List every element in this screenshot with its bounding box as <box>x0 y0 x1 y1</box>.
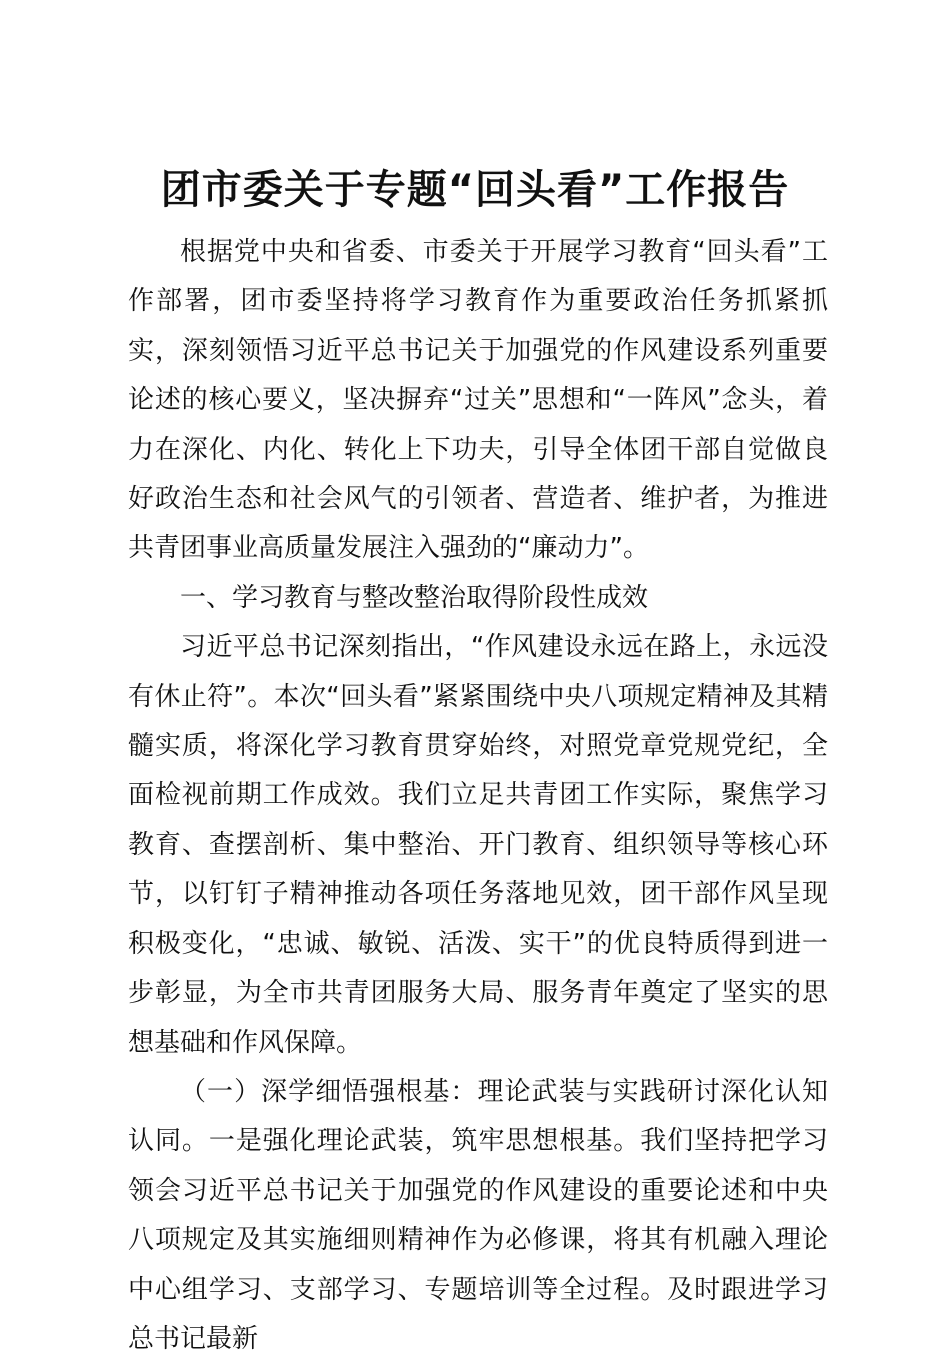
intro-paragraph: 根据党中央和省委、市委关于开展学习教育“回头看”工作部署，团市委坚持将学习教育作为重要政治任务抓紧抓实，深刻领悟习近平总书记关于加强党的作风建设系列重要论述的核心要义，坚决摒弃“过关”思想和“一阵风”念头，着力在深化、内化、转化上下功夫，引导全体团干部自觉做良好政治生态和社会风气的引领者、营造者、维护者，为推进共青团事业高质量发展注入强劲的“廉动力”。 <box>128 237 828 564</box>
subsection-paragraph: （一）深学细悟强根基：理论武装与实践研讨深化认知认同。一是强化理论武装，筑牢思想根基。我们坚持把学习领会习近平总书记关于加强党的作风建设的重要论述和中央八项规定及其实施细则精神作为必修课，将其有机融入理论中心组学习、支部学习、专题培训等全过程。及时跟进学习总书记最新 <box>128 1076 828 1354</box>
section-heading: 一、学习教育与整改整治取得阶段性成效 <box>180 582 649 613</box>
document-body <box>128 228 828 1364</box>
document-title: 团市委关于专题“回头看”工作报告 <box>160 167 790 213</box>
body-paragraph: 习近平总书记深刻指出，“作风建设永远在路上，永远没有休止符”。本次“回头看”紧紧围绕中央八项规定精神及其精髓实质，将深化学习教育贯穿始终，对照党章党规党纪，全面检视前期工作成效。我们立足共青团工作实际，聚焦学习教育、查摆剖析、集中整治、开门教育、组织领导等核心环节，以钉钉子精神推动各项任务落地见效，团干部作风呈现积极变化，“忠诚、敏锐、活泼、实干”的优良特质得到进一步彰显，为全市共青团服务大局、服务青年奠定了坚实的思想基础和作风保障。 <box>128 632 828 1058</box>
